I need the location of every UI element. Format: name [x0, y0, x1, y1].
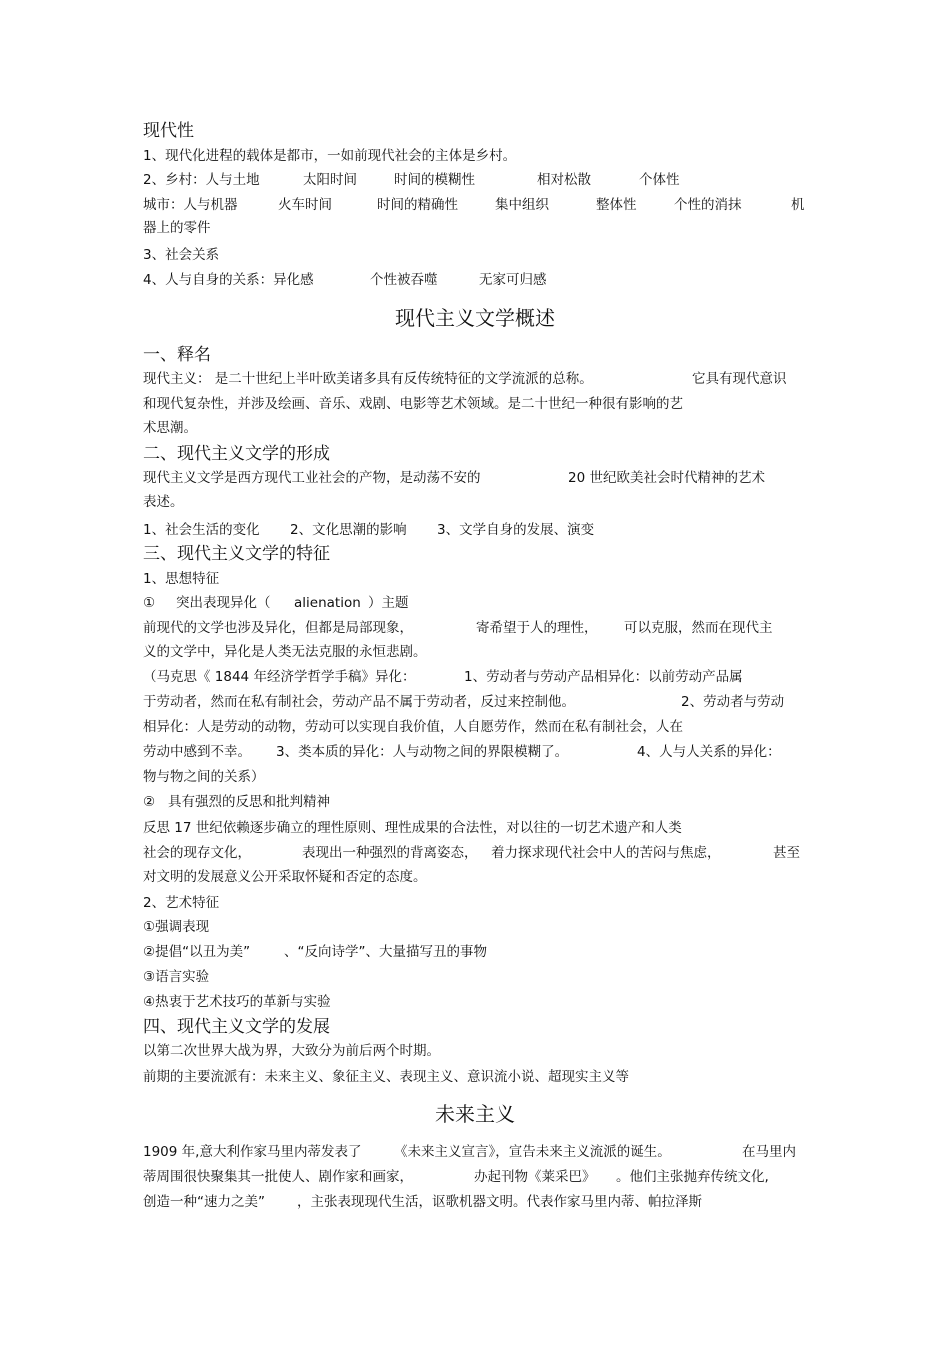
text-segment: 办起刊物《莱采巴》: [474, 1169, 596, 1185]
modernity-line-3: 3、社会关系: [143, 247, 220, 263]
urban-item: 时间的精确性: [377, 197, 458, 213]
rural-item: 相对松散: [537, 172, 591, 188]
modernity-urban-cont: 器上的零件: [143, 220, 211, 236]
text-segment: 4、人与人关系的异化：: [637, 744, 781, 760]
rural-item: 太阳时间: [303, 172, 357, 188]
text-segment: 它具有现代意识: [692, 371, 787, 387]
naming-para-line-3: 术思潮。: [143, 420, 197, 436]
cause-item: 2、文化思潮的影响: [290, 522, 407, 538]
rural-item: 个体性: [639, 172, 680, 188]
self-item: 无家可归感: [479, 272, 547, 288]
formation-para-line-2: 表述。: [143, 494, 184, 510]
text-segment: 于劳动者，然而在私有制社会，劳动产品不属于劳动者，反过来控制他。: [143, 694, 575, 710]
subheading-ideological: 1、思想特征: [143, 571, 220, 587]
text-segment: （马克思《 1844 年经济学哲学手稿》异化：: [143, 669, 416, 685]
heading-naming: 一、释名: [143, 345, 211, 365]
circled-number: ②: [143, 794, 156, 810]
cause-item: 1、社会生活的变化: [143, 522, 260, 538]
text-segment: 现代主义文学是西方现代工业社会的产物，是动荡不安的: [143, 470, 481, 486]
text-segment: 创造一种“速力之美”: [143, 1194, 265, 1210]
urban-item: 集中组织: [495, 197, 549, 213]
urban-item: 火车时间: [278, 197, 332, 213]
section-title-overview: 现代主义文学概述: [395, 306, 555, 330]
heading-formation: 二、现代主义文学的形成: [143, 444, 330, 464]
text-segment: 表现出一种强烈的背离姿态，: [302, 845, 478, 861]
reflection-line-1: 反思 17 世纪依赖逐步确立的理性原则、理性成果的合法性，对以往的一切艺术遗产和人类: [143, 820, 682, 836]
rural-item: 时间的模糊性: [394, 172, 475, 188]
artistic-item-4: ④热衷于艺术技巧的革新与实验: [143, 994, 331, 1010]
development-line-1: 以第二次世界大战为界，大致分为前后两个时期。: [143, 1043, 440, 1059]
artistic-item-1: ①强调表现: [143, 919, 210, 935]
section-title-modernity: 现代性: [143, 121, 194, 141]
text-segment: ②提倡“以丑为美”: [143, 944, 251, 960]
urban-item: 整体性: [596, 197, 637, 213]
text-segment: 寄希望于人的理性，: [476, 620, 598, 636]
text-segment: 20 世纪欧美社会时代精神的艺术: [568, 470, 765, 486]
marx-line-3: 相异化：人是劳动的动物，劳动可以实现自我价值，人自愿劳作，然而在私有制社会，人在: [143, 719, 683, 735]
heading-development: 四、现代主义文学的发展: [143, 1017, 330, 1037]
text-segment: 突出表现异化（: [176, 595, 271, 611]
text-segment: 前现代的文学也涉及异化，但都是局部现象，: [143, 620, 413, 636]
section-title-futurism: 未来主义: [435, 1102, 515, 1126]
text-segment: 、“反向诗学”、大量描写丑的事物: [284, 944, 487, 960]
heading-characteristics: 三、现代主义文学的特征: [143, 544, 330, 564]
reflection-line-3: 对文明的发展意义公开采取怀疑和否定的态度。: [143, 869, 427, 885]
marx-line-5: 物与物之间的关系）: [143, 769, 265, 785]
subheading-artistic: 2、艺术特征: [143, 895, 220, 911]
cause-item: 3、文学自身的发展、演变: [437, 522, 595, 538]
development-line-2: 前期的主要流派有：未来主义、象征主义、表现主义、意识流小说、超现实主义等: [143, 1069, 629, 1085]
alienation-line-2: 义的文学中，异化是人类无法克服的永恒悲剧。: [143, 644, 427, 660]
urban-item: 个性的消抹: [674, 197, 742, 213]
text-segment: 社会的现存文化，: [143, 845, 251, 861]
urban-item: 城市：人与机器: [143, 197, 238, 213]
rural-item: 2、乡村：人与土地: [143, 172, 260, 188]
text-segment: 具有强烈的反思和批判精神: [168, 794, 330, 810]
text-segment: 劳动中感到不幸。: [143, 744, 251, 760]
text-segment: 1、劳动者与劳动产品相异化：以前劳动产品属: [464, 669, 743, 685]
text-segment: 可以克服，然而在现代主: [624, 620, 773, 636]
text-segment: 1909 年,意大利作家马里内蒂发表了: [143, 1144, 362, 1160]
urban-item: 机: [791, 197, 805, 213]
text-segment: 。他们主张抛弃传统文化,: [616, 1169, 769, 1185]
text-segment: ，主张表现现代生活，讴歌机器文明。代表作家马里内蒂、帕拉泽斯: [297, 1194, 702, 1210]
text-segment: alienation: [294, 595, 361, 611]
self-item: 个性被吞噬: [370, 272, 438, 288]
text-segment: 在马里内: [742, 1144, 796, 1160]
text-segment: 甚至: [773, 845, 800, 861]
text-segment: ）主题: [368, 595, 409, 611]
naming-para-line-2: 和现代复杂性，并涉及绘画、音乐、戏剧、电影等艺术领域。是二十世纪一种很有影响的艺: [143, 396, 683, 412]
text-segment: 现代主义： 是二十世纪上半叶欧美诸多具有反传统特征的文学流派的总称。: [143, 371, 593, 387]
modernity-line-1: 1、现代化进程的载体是都市，一如前现代社会的主体是乡村。: [143, 148, 517, 164]
text-segment: 《未来主义宣言》，宣告未来主义流派的诞生。: [394, 1144, 671, 1160]
text-segment: 3、类本质的异化：人与动物之间的界限模糊了。: [276, 744, 569, 760]
circled-number: ①: [143, 595, 156, 611]
text-segment: 蒂周围很快聚集其一批使人、剧作家和画家，: [143, 1169, 413, 1185]
self-item: 4、人与自身的关系：异化感: [143, 272, 314, 288]
artistic-item-3: ③语言实验: [143, 969, 210, 985]
text-segment: 着力探求现代社会中人的苦闷与焦虑，: [491, 845, 721, 861]
text-segment: 2、劳动者与劳动: [681, 694, 785, 710]
